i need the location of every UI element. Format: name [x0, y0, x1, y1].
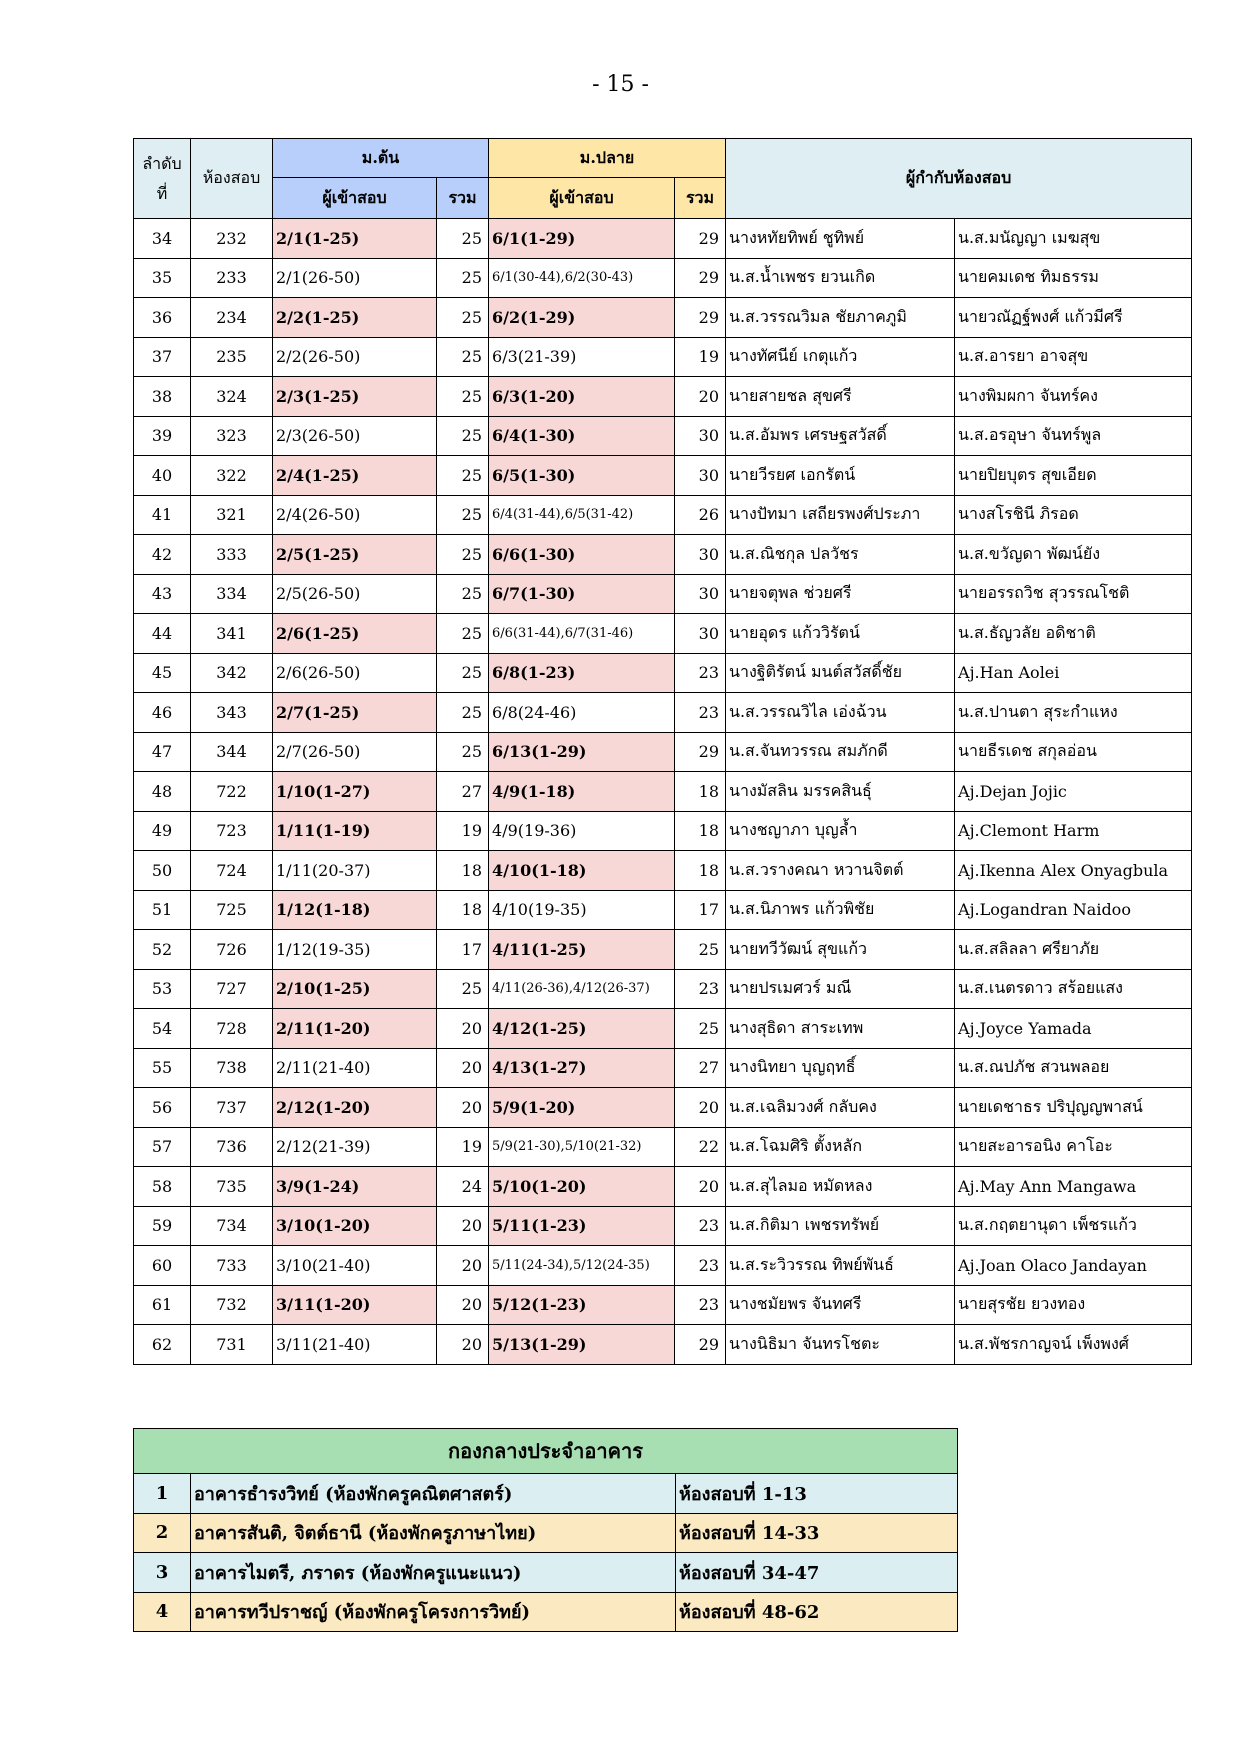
lower-examinees-cell: 2/11(1-20)	[273, 1009, 437, 1049]
upper-total-cell: 20	[675, 377, 726, 417]
upper-examinees-cell: 6/1(1-29)	[489, 219, 675, 259]
upper-total-cell: 18	[675, 772, 726, 812]
upper-total-cell: 18	[675, 851, 726, 891]
room-cell: 732	[191, 1285, 273, 1325]
table-row	[134, 1206, 1192, 1246]
upper-examinees-cell: 6/4(31-44),6/5(31-42)	[489, 495, 675, 535]
proctor-1-cell: นางสุธิดา สาระเทพ	[726, 1009, 955, 1049]
lower-examinees-cell: 2/7(26-50)	[273, 732, 437, 772]
lower-total-cell: 19	[437, 811, 489, 851]
building-no-cell: 4	[134, 1592, 191, 1632]
room-cell: 333	[191, 535, 273, 575]
lower-total-cell: 25	[437, 456, 489, 496]
seq-cell: 55	[134, 1048, 191, 1088]
table-row	[134, 574, 1192, 614]
building-center-table	[133, 1428, 958, 1632]
lower-total-cell: 25	[437, 219, 489, 259]
upper-total-cell: 30	[675, 614, 726, 654]
upper-examinees-cell: 6/1(30-44),6/2(30-43)	[489, 258, 675, 298]
lower-examinees-cell: 3/11(1-20)	[273, 1285, 437, 1325]
lower-examinees-cell: 2/3(1-25)	[273, 377, 437, 417]
building-row	[134, 1513, 958, 1553]
seq-cell: 50	[134, 851, 191, 891]
proctor-2-cell: นายสุรชัย ยวงทอง	[955, 1285, 1192, 1325]
building-name-cell: อาคารทวีปราชญ์ (ห้องพักครูโครงการวิทย์)	[191, 1592, 676, 1632]
exam-room-table	[133, 138, 1192, 1365]
upper-examinees-cell: 5/11(24-34),5/12(24-35)	[489, 1246, 675, 1286]
building-rooms-cell: ห้องสอบที่ 48-62	[676, 1592, 958, 1632]
seq-cell: 46	[134, 693, 191, 733]
proctor-1-cell: น.ส.น้ำเพชร ยวนเกิด	[726, 258, 955, 298]
proctor-1-cell: นางชญาภา บุญล้ำ	[726, 811, 955, 851]
upper-examinees-cell: 6/8(1-23)	[489, 653, 675, 693]
upper-examinees-cell: 5/9(1-20)	[489, 1088, 675, 1128]
lower-total-cell: 25	[437, 535, 489, 575]
table-row	[134, 258, 1192, 298]
upper-total-cell: 29	[675, 258, 726, 298]
lower-examinees-header: ผู้เข้าสอบ	[273, 178, 437, 219]
room-header: ห้องสอบ	[191, 139, 273, 219]
upper-total-cell: 29	[675, 732, 726, 772]
table-row	[134, 535, 1192, 575]
lower-total-cell: 25	[437, 614, 489, 654]
table-row	[134, 1167, 1192, 1207]
upper-examinees-cell: 4/10(19-35)	[489, 890, 675, 930]
proctor-1-cell: น.ส.ระวิวรรณ ทิพย์พันธ์	[726, 1246, 955, 1286]
upper-examinees-cell: 4/9(1-18)	[489, 772, 675, 812]
table-row	[134, 930, 1192, 970]
lower-total-cell: 20	[437, 1009, 489, 1049]
lower-total-cell: 25	[437, 258, 489, 298]
room-cell: 722	[191, 772, 273, 812]
lower-examinees-cell: 2/10(1-25)	[273, 969, 437, 1009]
proctor-2-cell: นายปิยบุตร สุขเอียด	[955, 456, 1192, 496]
lower-examinees-cell: 2/2(1-25)	[273, 298, 437, 338]
upper-examinees-cell: 5/11(1-23)	[489, 1206, 675, 1246]
upper-total-cell: 20	[675, 1167, 726, 1207]
proctor-1-cell: นายปรเมศวร์ มณี	[726, 969, 955, 1009]
proctor-2-cell: น.ส.อรอุษา จันทร์พูล	[955, 416, 1192, 456]
seq-cell: 60	[134, 1246, 191, 1286]
proctor-1-cell: น.ส.วรางคณา หวานจิตต์	[726, 851, 955, 891]
table-row	[134, 890, 1192, 930]
proctor-2-cell: Aj.Dejan Jojic	[955, 772, 1192, 812]
proctor-2-cell: Aj.Ikenna Alex Onyagbula	[955, 851, 1192, 891]
lower-examinees-cell: 1/11(1-19)	[273, 811, 437, 851]
upper-total-cell: 25	[675, 930, 726, 970]
table-row	[134, 377, 1192, 417]
lower-total-cell: 25	[437, 377, 489, 417]
building-rooms-cell: ห้องสอบที่ 14-33	[676, 1513, 958, 1553]
lower-examinees-cell: 2/12(21-39)	[273, 1127, 437, 1167]
proctor-2-cell: น.ส.กฤตยานุดา เพ็ชรแก้ว	[955, 1206, 1192, 1246]
room-cell: 232	[191, 219, 273, 259]
proctor-2-cell: น.ส.ปานตา สุระกำแหง	[955, 693, 1192, 733]
seq-cell: 54	[134, 1009, 191, 1049]
proctor-1-cell: น.ส.สุไลมอ หมัดหลง	[726, 1167, 955, 1207]
proctor-1-cell: นายสายชล สุขศรี	[726, 377, 955, 417]
upper-examinees-cell: 5/12(1-23)	[489, 1285, 675, 1325]
table-row	[134, 732, 1192, 772]
room-cell: 322	[191, 456, 273, 496]
building-row	[134, 1592, 958, 1632]
upper-examinees-cell: 4/11(1-25)	[489, 930, 675, 970]
proctor-1-cell: นางฐิติรัตน์ มนต์สวัสดิ์ชัย	[726, 653, 955, 693]
proctor-2-cell: น.ส.สลิลลา ศรียาภัย	[955, 930, 1192, 970]
seq-cell: 61	[134, 1285, 191, 1325]
table-row	[134, 1009, 1192, 1049]
lower-total-cell: 20	[437, 1325, 489, 1365]
proctor-2-cell: นายอรรถวิช สุวรรณโชติ	[955, 574, 1192, 614]
lower-examinees-cell: 1/11(20-37)	[273, 851, 437, 891]
lower-total-cell: 25	[437, 495, 489, 535]
proctor-1-cell: น.ส.กิติมา เพชรทรัพย์	[726, 1206, 955, 1246]
seq-cell: 49	[134, 811, 191, 851]
proctor-1-cell: นายวีรยศ เอกรัตน์	[726, 456, 955, 496]
upper-total-header: รวม	[675, 178, 726, 219]
proctor-1-cell: น.ส.ณิชกุล ปลวัชร	[726, 535, 955, 575]
upper-total-cell: 30	[675, 535, 726, 575]
proctor-1-cell: นายอุดร แก้ววิรัตน์	[726, 614, 955, 654]
upper-total-cell: 29	[675, 1325, 726, 1365]
building-rooms-cell: ห้องสอบที่ 1-13	[676, 1474, 958, 1514]
room-cell: 343	[191, 693, 273, 733]
upper-total-cell: 19	[675, 337, 726, 377]
upper-examinees-cell: 6/8(24-46)	[489, 693, 675, 733]
upper-total-cell: 23	[675, 653, 726, 693]
proctor-1-cell: น.ส.จันทวรรณ สมภักดี	[726, 732, 955, 772]
seq-cell: 47	[134, 732, 191, 772]
proctor-1-cell: นางนิทยา บุญฤทธิ์	[726, 1048, 955, 1088]
lower-total-cell: 24	[437, 1167, 489, 1207]
room-cell: 321	[191, 495, 273, 535]
proctor-2-cell: นางพิมผกา จันทร์คง	[955, 377, 1192, 417]
seq-cell: 43	[134, 574, 191, 614]
upper-examinees-cell: 6/4(1-30)	[489, 416, 675, 456]
lower-examinees-cell: 2/1(1-25)	[273, 219, 437, 259]
proctor-1-cell: นางหทัยทิพย์ ชูทิพย์	[726, 219, 955, 259]
upper-examinees-cell: 6/6(1-30)	[489, 535, 675, 575]
upper-examinees-cell: 6/3(1-20)	[489, 377, 675, 417]
proctor-1-cell: น.ส.วรรณวิมล ชัยภาคภูมิ	[726, 298, 955, 338]
seq-cell: 35	[134, 258, 191, 298]
lower-total-cell: 25	[437, 416, 489, 456]
upper-examinees-cell: 5/13(1-29)	[489, 1325, 675, 1365]
room-cell: 724	[191, 851, 273, 891]
table-row	[134, 693, 1192, 733]
seq-cell: 41	[134, 495, 191, 535]
upper-total-cell: 30	[675, 416, 726, 456]
room-cell: 324	[191, 377, 273, 417]
proctor-1-cell: นางชมัยพร จันทศรี	[726, 1285, 955, 1325]
lower-total-cell: 25	[437, 653, 489, 693]
lower-examinees-cell: 2/3(26-50)	[273, 416, 437, 456]
room-cell: 341	[191, 614, 273, 654]
upper-total-cell: 23	[675, 1206, 726, 1246]
seq-cell: 59	[134, 1206, 191, 1246]
upper-total-cell: 30	[675, 456, 726, 496]
proctor-2-cell: น.ส.ธัญวลัย อดิชาติ	[955, 614, 1192, 654]
seq-cell: 51	[134, 890, 191, 930]
upper-total-cell: 22	[675, 1127, 726, 1167]
room-cell: 736	[191, 1127, 273, 1167]
lower-examinees-cell: 2/5(26-50)	[273, 574, 437, 614]
proctor-2-cell: นางสโรชินี ภิรอด	[955, 495, 1192, 535]
room-cell: 728	[191, 1009, 273, 1049]
lower-examinees-cell: 2/4(26-50)	[273, 495, 437, 535]
proctors-header: ผู้กำกับห้องสอบ	[726, 139, 1192, 219]
room-cell: 723	[191, 811, 273, 851]
upper-total-cell: 29	[675, 298, 726, 338]
proctor-2-cell: น.ส.เนตรดาว สร้อยแสง	[955, 969, 1192, 1009]
seq-header	[134, 139, 191, 219]
room-cell: 235	[191, 337, 273, 377]
room-cell: 737	[191, 1088, 273, 1128]
upper-examinees-cell: 4/10(1-18)	[489, 851, 675, 891]
table-row	[134, 811, 1192, 851]
table-row	[134, 1246, 1192, 1286]
room-cell: 233	[191, 258, 273, 298]
proctor-1-cell: น.ส.เฉลิมวงศ์ กลับคง	[726, 1088, 955, 1128]
proctor-2-cell: นายคมเดช ทิมธรรม	[955, 258, 1192, 298]
table-row	[134, 1088, 1192, 1128]
lower-examinees-cell: 2/4(1-25)	[273, 456, 437, 496]
proctor-2-cell: น.ส.อารยา อาจสุข	[955, 337, 1192, 377]
upper-examinees-cell: 5/9(21-30),5/10(21-32)	[489, 1127, 675, 1167]
table-row	[134, 298, 1192, 338]
proctor-1-cell: นางนิธิมา จันทรโชตะ	[726, 1325, 955, 1365]
upper-examinees-cell: 6/6(31-44),6/7(31-46)	[489, 614, 675, 654]
seq-cell: 37	[134, 337, 191, 377]
upper-examinees-cell: 4/12(1-25)	[489, 1009, 675, 1049]
building-name-cell: อาคารธำรงวิทย์ (ห้องพักครูคณิตศาสตร์)	[191, 1474, 676, 1514]
upper-secondary-header: ม.ปลาย	[489, 139, 726, 178]
lower-examinees-cell: 2/6(26-50)	[273, 653, 437, 693]
upper-total-cell: 23	[675, 1285, 726, 1325]
upper-examinees-header: ผู้เข้าสอบ	[489, 178, 675, 219]
proctor-1-cell: นางปัทมา เสถียรพงศ์ประภา	[726, 495, 955, 535]
proctor-2-cell: Aj.Joan Olaco Jandayan	[955, 1246, 1192, 1286]
lower-total-cell: 19	[437, 1127, 489, 1167]
proctor-1-cell: นายจตุพล ช่วยศรี	[726, 574, 955, 614]
table-row	[134, 653, 1192, 693]
proctor-2-cell: Aj.Joyce Yamada	[955, 1009, 1192, 1049]
seq-cell: 58	[134, 1167, 191, 1207]
upper-examinees-cell: 4/9(19-36)	[489, 811, 675, 851]
lower-examinees-cell: 3/9(1-24)	[273, 1167, 437, 1207]
building-name-cell: อาคารไมตรี, ภราดร (ห้องพักครูแนะแนว)	[191, 1553, 676, 1593]
lower-examinees-cell: 1/10(1-27)	[273, 772, 437, 812]
table-row	[134, 337, 1192, 377]
room-cell: 733	[191, 1246, 273, 1286]
upper-total-cell: 23	[675, 693, 726, 733]
building-rooms-cell: ห้องสอบที่ 34-47	[676, 1553, 958, 1593]
seq-cell: 52	[134, 930, 191, 970]
lower-total-cell: 25	[437, 574, 489, 614]
proctor-2-cell: น.ส.ขวัญดา พัฒน์ยัง	[955, 535, 1192, 575]
table-row	[134, 772, 1192, 812]
proctor-1-cell: น.ส.นิภาพร แก้วพิชัย	[726, 890, 955, 930]
seq-cell: 34	[134, 219, 191, 259]
table-row	[134, 416, 1192, 456]
upper-examinees-cell: 6/13(1-29)	[489, 732, 675, 772]
upper-total-cell: 26	[675, 495, 726, 535]
proctor-2-cell: นายธีรเดช สกุลอ่อน	[955, 732, 1192, 772]
building-no-cell: 2	[134, 1513, 191, 1553]
room-cell: 234	[191, 298, 273, 338]
seq-header-line2: ที่	[156, 183, 168, 203]
seq-cell: 38	[134, 377, 191, 417]
table-row	[134, 1325, 1192, 1365]
upper-examinees-cell: 4/13(1-27)	[489, 1048, 675, 1088]
room-cell: 334	[191, 574, 273, 614]
proctor-2-cell: นายวณัฏฐ์พงศ์ แก้วมีศรี	[955, 298, 1192, 338]
upper-examinees-cell: 6/2(1-29)	[489, 298, 675, 338]
upper-total-cell: 25	[675, 1009, 726, 1049]
upper-total-cell: 30	[675, 574, 726, 614]
table-row	[134, 456, 1192, 496]
proctor-2-cell: น.ส.พัชรกาญจน์ เพ็งพงศ์	[955, 1325, 1192, 1365]
lower-total-cell: 17	[437, 930, 489, 970]
table-row	[134, 1048, 1192, 1088]
table-row	[134, 614, 1192, 654]
lower-examinees-cell: 2/6(1-25)	[273, 614, 437, 654]
proctor-1-cell: น.ส.อัมพร เศรษฐสวัสดิ์	[726, 416, 955, 456]
proctor-1-cell: นางทัศนีย์ เกตุแก้ว	[726, 337, 955, 377]
upper-examinees-cell: 6/5(1-30)	[489, 456, 675, 496]
table-row	[134, 969, 1192, 1009]
room-cell: 726	[191, 930, 273, 970]
building-center-title: กองกลางประจำอาคาร	[134, 1429, 958, 1474]
upper-examinees-cell: 4/11(26-36),4/12(26-37)	[489, 969, 675, 1009]
lower-examinees-cell: 2/12(1-20)	[273, 1088, 437, 1128]
building-name-cell: อาคารสันติ, จิตต์ธานี (ห้องพักครูภาษาไทย)	[191, 1513, 676, 1553]
seq-cell: 39	[134, 416, 191, 456]
lower-total-cell: 27	[437, 772, 489, 812]
room-cell: 725	[191, 890, 273, 930]
lower-total-cell: 25	[437, 732, 489, 772]
page-number: - 15 -	[592, 72, 649, 97]
room-cell: 323	[191, 416, 273, 456]
proctor-2-cell: Aj.May Ann Mangawa	[955, 1167, 1192, 1207]
proctor-2-cell: น.ส.ณปภัช สวนพลอย	[955, 1048, 1192, 1088]
lower-total-cell: 25	[437, 337, 489, 377]
building-no-cell: 1	[134, 1474, 191, 1514]
lower-total-cell: 20	[437, 1285, 489, 1325]
upper-total-cell: 20	[675, 1088, 726, 1128]
proctor-2-cell: นายสะอารอนิง คาโอะ	[955, 1127, 1192, 1167]
building-rows	[134, 1474, 958, 1632]
upper-total-cell: 23	[675, 969, 726, 1009]
seq-cell: 40	[134, 456, 191, 496]
room-cell: 738	[191, 1048, 273, 1088]
lower-total-cell: 20	[437, 1206, 489, 1246]
lower-examinees-cell: 2/5(1-25)	[273, 535, 437, 575]
building-no-cell: 3	[134, 1553, 191, 1593]
table-row	[134, 1285, 1192, 1325]
lower-total-cell: 25	[437, 693, 489, 733]
lower-examinees-cell: 2/11(21-40)	[273, 1048, 437, 1088]
proctor-2-cell: Aj.Han Aolei	[955, 653, 1192, 693]
room-cell: 735	[191, 1167, 273, 1207]
proctor-2-cell: น.ส.มนัญญา เมฆสุข	[955, 219, 1192, 259]
upper-examinees-cell: 6/3(21-39)	[489, 337, 675, 377]
seq-cell: 56	[134, 1088, 191, 1128]
seq-cell: 45	[134, 653, 191, 693]
seq-header-line1: ลำดับ	[142, 153, 182, 173]
proctor-2-cell: Aj.Logandran Naidoo	[955, 890, 1192, 930]
seq-cell: 42	[134, 535, 191, 575]
seq-cell: 62	[134, 1325, 191, 1365]
room-cell: 727	[191, 969, 273, 1009]
building-row	[134, 1553, 958, 1593]
room-cell: 731	[191, 1325, 273, 1365]
lower-total-cell: 20	[437, 1048, 489, 1088]
seq-cell: 53	[134, 969, 191, 1009]
lower-total-header: รวม	[437, 178, 489, 219]
proctor-1-cell: น.ส.โฉมศิริ ตั้งหลัก	[726, 1127, 955, 1167]
lower-examinees-cell: 1/12(19-35)	[273, 930, 437, 970]
lower-examinees-cell: 3/11(21-40)	[273, 1325, 437, 1365]
proctor-1-cell: น.ส.วรรณวิไล เอ่งฉ้วน	[726, 693, 955, 733]
lower-examinees-cell: 3/10(1-20)	[273, 1206, 437, 1246]
table-row	[134, 219, 1192, 259]
lower-examinees-cell: 1/12(1-18)	[273, 890, 437, 930]
seq-cell: 48	[134, 772, 191, 812]
seq-cell: 44	[134, 614, 191, 654]
lower-examinees-cell: 2/2(26-50)	[273, 337, 437, 377]
room-cell: 344	[191, 732, 273, 772]
lower-total-cell: 20	[437, 1088, 489, 1128]
upper-total-cell: 23	[675, 1246, 726, 1286]
lower-total-cell: 18	[437, 890, 489, 930]
lower-total-cell: 20	[437, 1246, 489, 1286]
upper-total-cell: 17	[675, 890, 726, 930]
proctor-2-cell: Aj.Clemont Harm	[955, 811, 1192, 851]
table-row	[134, 1127, 1192, 1167]
lower-examinees-cell: 2/7(1-25)	[273, 693, 437, 733]
room-cell: 734	[191, 1206, 273, 1246]
proctor-1-cell: นายทวีวัฒน์ สุขแก้ว	[726, 930, 955, 970]
upper-total-cell: 27	[675, 1048, 726, 1088]
upper-total-cell: 29	[675, 219, 726, 259]
table-row	[134, 851, 1192, 891]
lower-examinees-cell: 3/10(21-40)	[273, 1246, 437, 1286]
lower-total-cell: 25	[437, 969, 489, 1009]
table-row	[134, 495, 1192, 535]
room-cell: 342	[191, 653, 273, 693]
exam-rows	[134, 219, 1192, 1365]
upper-examinees-cell: 5/10(1-20)	[489, 1167, 675, 1207]
upper-total-cell: 18	[675, 811, 726, 851]
upper-examinees-cell: 6/7(1-30)	[489, 574, 675, 614]
proctor-1-cell: นางมัสลิน มรรคสินธุ์	[726, 772, 955, 812]
lower-total-cell: 18	[437, 851, 489, 891]
lower-total-cell: 25	[437, 298, 489, 338]
seq-cell: 36	[134, 298, 191, 338]
seq-cell: 57	[134, 1127, 191, 1167]
proctor-2-cell: นายเดชาธร ปริปุญญพาสน์	[955, 1088, 1192, 1128]
lower-secondary-header: ม.ต้น	[273, 139, 489, 178]
building-row	[134, 1474, 958, 1514]
lower-examinees-cell: 2/1(26-50)	[273, 258, 437, 298]
